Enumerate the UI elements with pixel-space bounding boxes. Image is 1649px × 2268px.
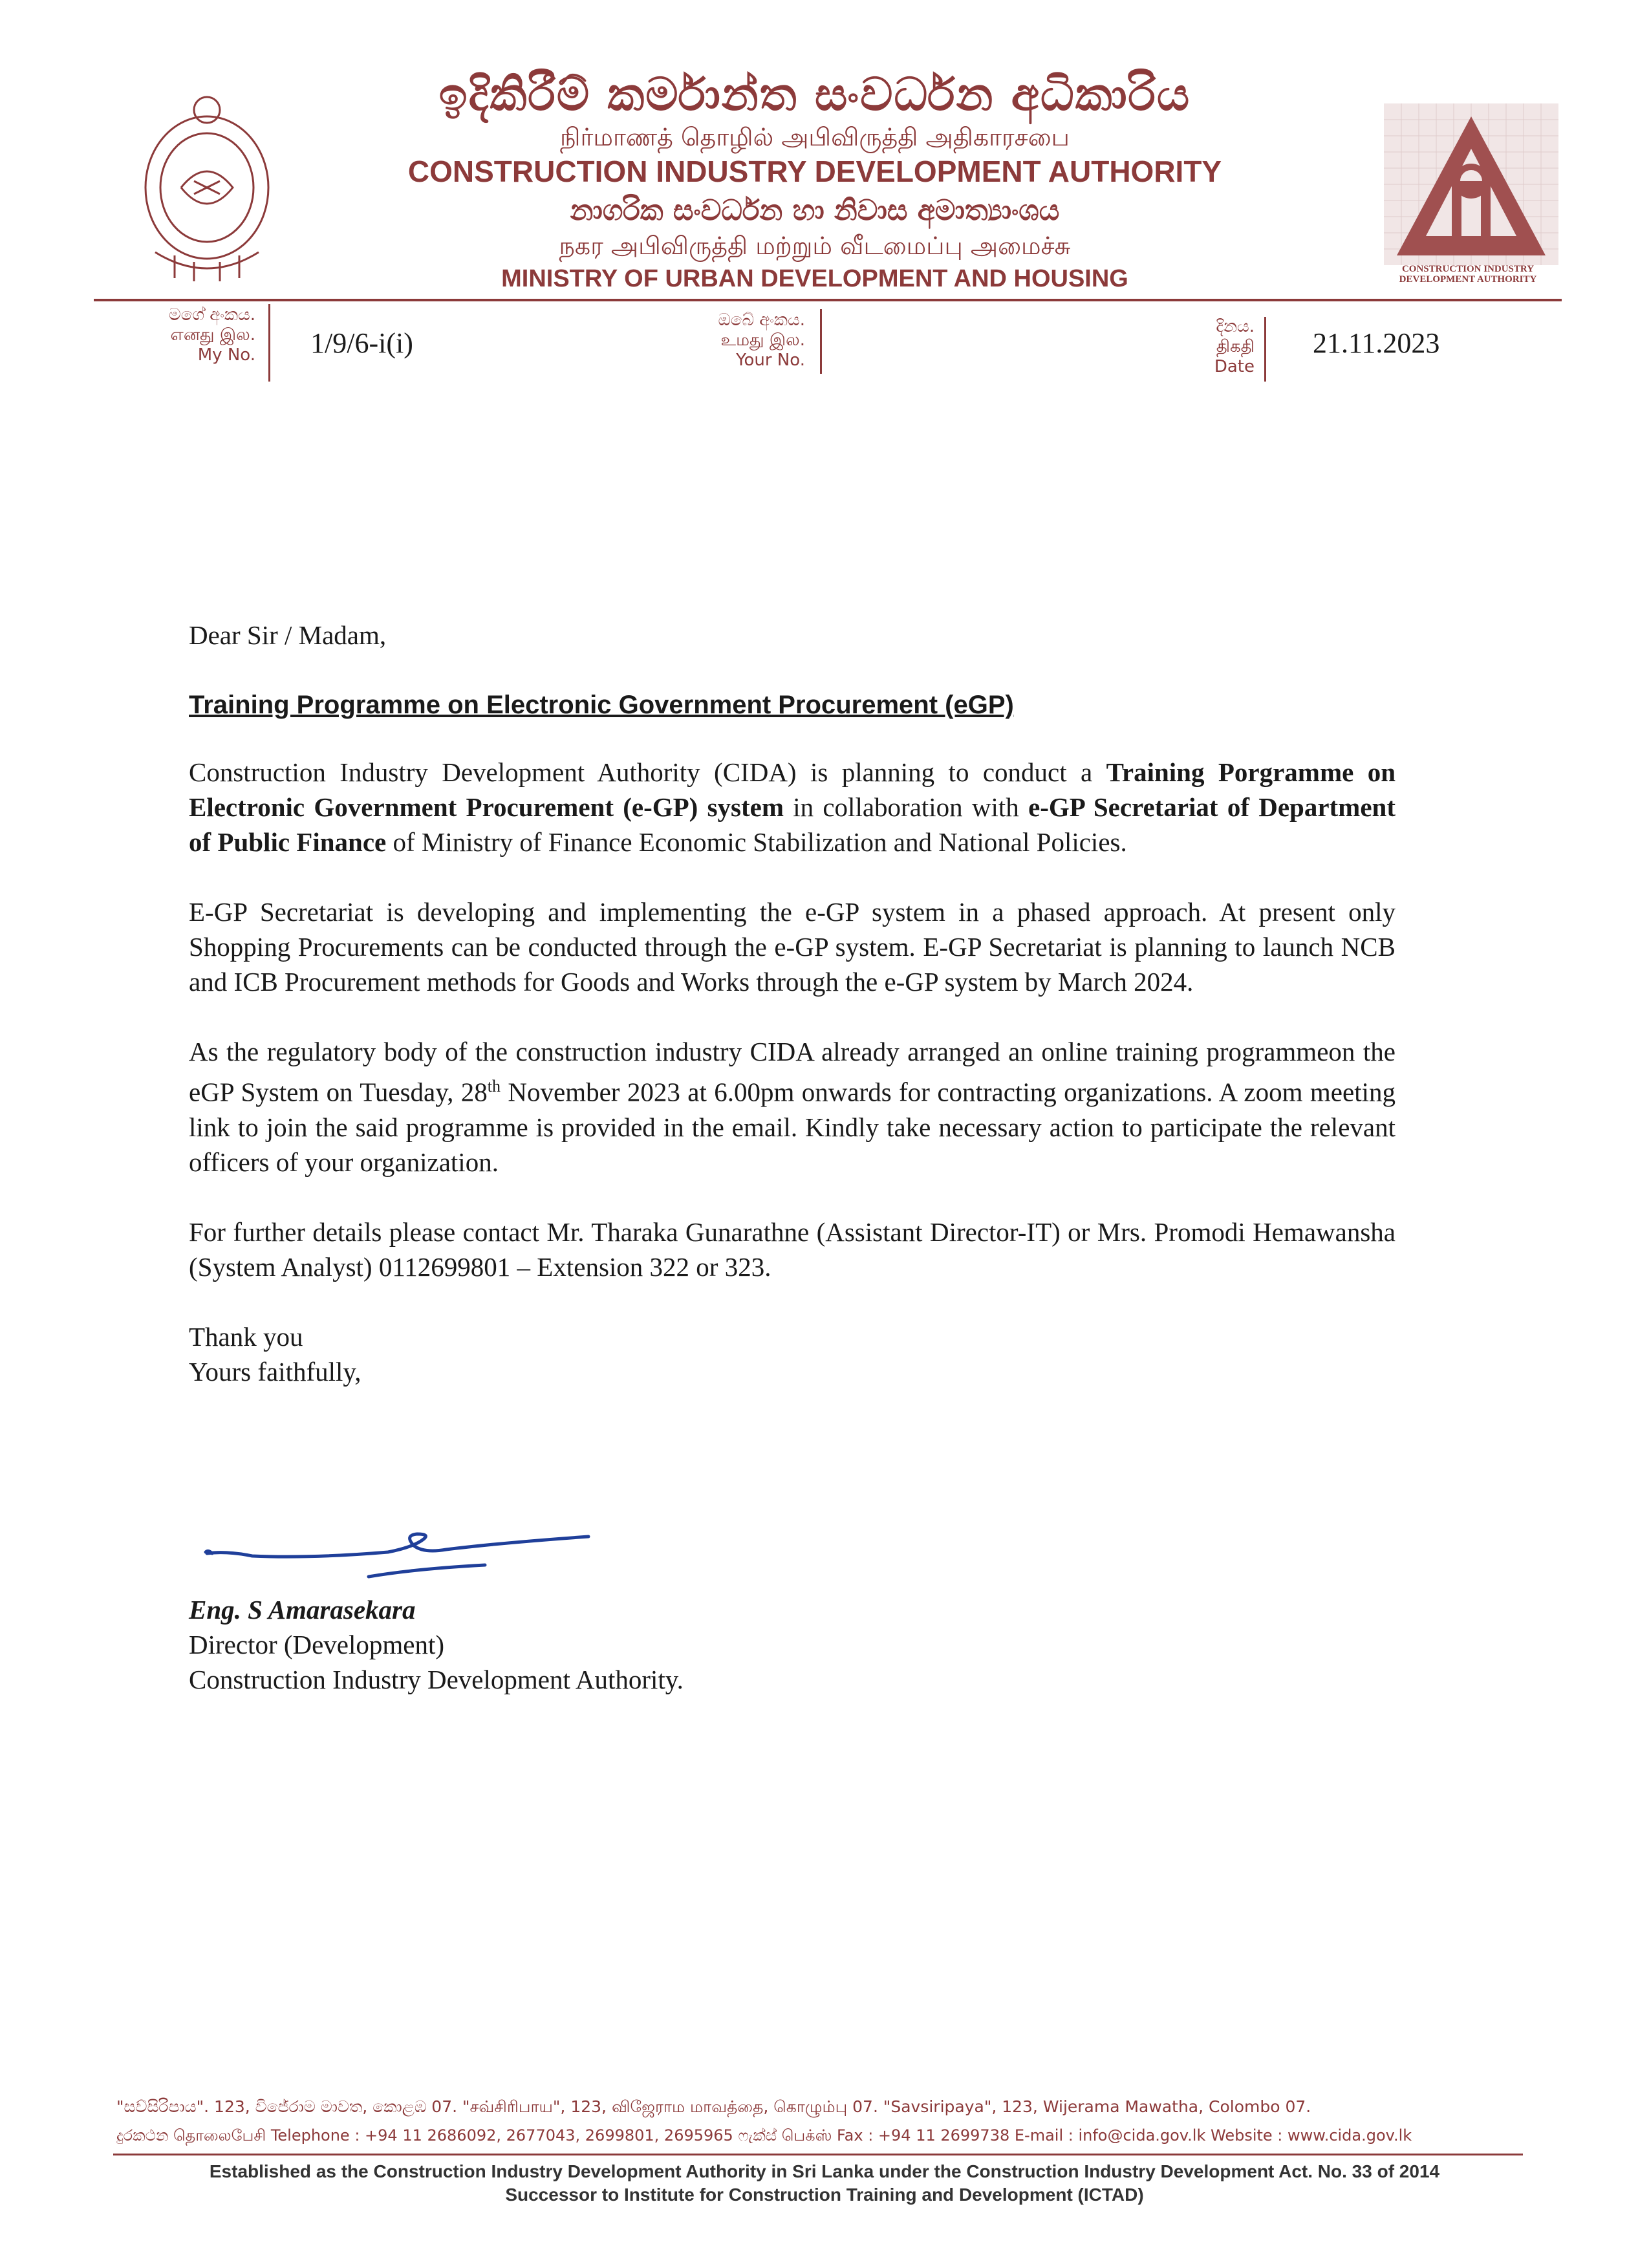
date-label-sinhala: දිනය. — [1216, 317, 1255, 336]
ref-separator — [820, 309, 822, 374]
footer-contact: දුරකථන தொலைபேசி Telephone : +94 11 2686092, 2677043, 2699801, 2695965 ෆැක්ස් பெக்ஸ் Fax : +94 11 2699738 E-mail : info@cida.gov.lk Website : www.cida.gov.lk — [116, 2126, 1412, 2144]
handwritten-signature — [200, 1507, 601, 1591]
paragraph-3 — [189, 1034, 1396, 1180]
signer-name: Eng. S Amarasekara — [189, 1595, 416, 1625]
signer-block — [189, 1592, 684, 1697]
ref-separator — [1264, 317, 1266, 382]
p1-text: of Ministry of Finance Economic Stabilization and National Policies. — [386, 827, 1127, 857]
date-label — [1164, 317, 1255, 377]
header-divider — [94, 299, 1562, 301]
footer-established: Established as the Construction Industry Development Authority in Sri Lanka under the Construction Industry Development Act. No. 33 of 2014 — [209, 2161, 1440, 2181]
p1-text: Construction Industry Development Authority (CIDA) is planning to conduct a — [189, 757, 1106, 787]
my-no-label — [103, 305, 255, 365]
my-no-label-tamil: எனது இல. — [170, 325, 255, 345]
ministry-name-english: MINISTRY OF URBAN DEVELOPMENT AND HOUSING — [501, 265, 1128, 292]
logo-caption-line-2: DEVELOPMENT AUTHORITY — [1399, 274, 1537, 285]
your-no-label-tamil: உமது இல. — [720, 330, 805, 350]
footer-address: "සව්සිරිපාය". 123, විජේරාම මාවත, කොළඹ 07. "சவ்சிரிபாய", 123, விஜேராம மாவத்தை, கொழும்பு 07. "Savsiripaya", 123, Wijerama Mawatha, Colombo 07. — [116, 2097, 1311, 2116]
footer-successor: Successor to Institute for Construction Training and Development (ICTAD) — [505, 2185, 1144, 2205]
p1-bold: Training Porgramme on Electronic Government Procurement (e-GP) system — [189, 757, 1396, 822]
my-no-label-english: My No. — [197, 345, 255, 365]
signer-title: Director (Development) — [189, 1630, 445, 1659]
cida-logo-caption — [1371, 264, 1565, 285]
cida-logo — [1384, 103, 1558, 265]
ministry-name-tamil: நகர அபிவிருத்தி மற்றும் வீடமைப்பு அமைச்சு — [559, 232, 1071, 260]
date-label-tamil: திகதி — [1216, 337, 1255, 356]
my-no-label-sinhala: මගේ අංකය. — [169, 305, 255, 325]
paragraph-2: E-GP Secretariat is developing and implementing the e-GP system in a phased approach. At present only Shopping Procurements can be conducted through the e-GP system. E-GP Secretariat is planning to launch NCB and ICB Procurement methods for Goods and Works through the e-GP system by March 2024. — [189, 897, 1396, 997]
org-name-sinhala: ඉදිකිරීම් කර්මාන්ත සංවර්ධන අධිකාරිය — [438, 68, 1191, 121]
ministry-name-sinhala: නාගරික සංවර්ධන හා නිවාස අමාත්‍යාංශය — [570, 194, 1060, 227]
p3-superscript: th — [487, 1077, 501, 1096]
closing — [189, 1319, 1396, 1389]
footer-divider — [113, 2154, 1523, 2155]
p3-text: As the regulatory body of the construction industry CIDA already arranged an online training programmeon the eGP System on Tuesday, 28 — [189, 1037, 1396, 1107]
your-no-label-english: Your No. — [736, 351, 805, 370]
your-no-label — [666, 310, 805, 371]
date-value: 21.11.2023 — [1313, 327, 1440, 359]
national-emblem-logo — [136, 91, 278, 285]
paragraph-4: For further details please contact Mr. Tharaka Gunarathne (Assistant Director-IT) or Mrs. Promodi Hemawansha (System Analyst) 0112699801 – Extension 322 or 323. — [189, 1216, 1396, 1282]
closing-thanks: Thank you — [189, 1321, 303, 1352]
date-label-english: Date — [1214, 357, 1255, 376]
org-name-tamil: நிர்மாணத் தொழில் அபிவிருத்தி அதிகாரசபை — [560, 123, 1070, 151]
my-no-value: 1/9/6-i(i) — [310, 327, 413, 359]
ref-separator — [268, 304, 270, 382]
p1-text: in collaboration with — [783, 792, 1029, 822]
p3-text: November 2023 at 6.00pm onwards for contracting organizations. A zoom meeting link to join the said programme is provided in the email. Kindly take necessary action to participate the relevant officers of your organization. — [189, 1077, 1396, 1177]
letter-subject: Training Programme on Electronic Government Procurement (eGP) — [189, 691, 1014, 719]
paragraph-1 — [189, 755, 1396, 859]
salutation: Dear Sir / Madam, — [189, 620, 387, 650]
logo-caption-line-1: CONSTRUCTION INDUSTRY — [1401, 264, 1535, 274]
footer-legal — [97, 2160, 1552, 2207]
org-name-english: CONSTRUCTION INDUSTRY DEVELOPMENT AUTHORITY — [407, 155, 1222, 188]
letter-body — [189, 618, 1396, 1389]
p1-bold: e-GP Secretariat of Department of Public Finance — [189, 792, 1396, 857]
closing-valediction: Yours faithfully, — [189, 1356, 361, 1387]
your-no-label-sinhala: ඔබේ අංකය. — [718, 310, 805, 330]
signer-organization: Construction Industry Development Authority. — [189, 1665, 684, 1694]
